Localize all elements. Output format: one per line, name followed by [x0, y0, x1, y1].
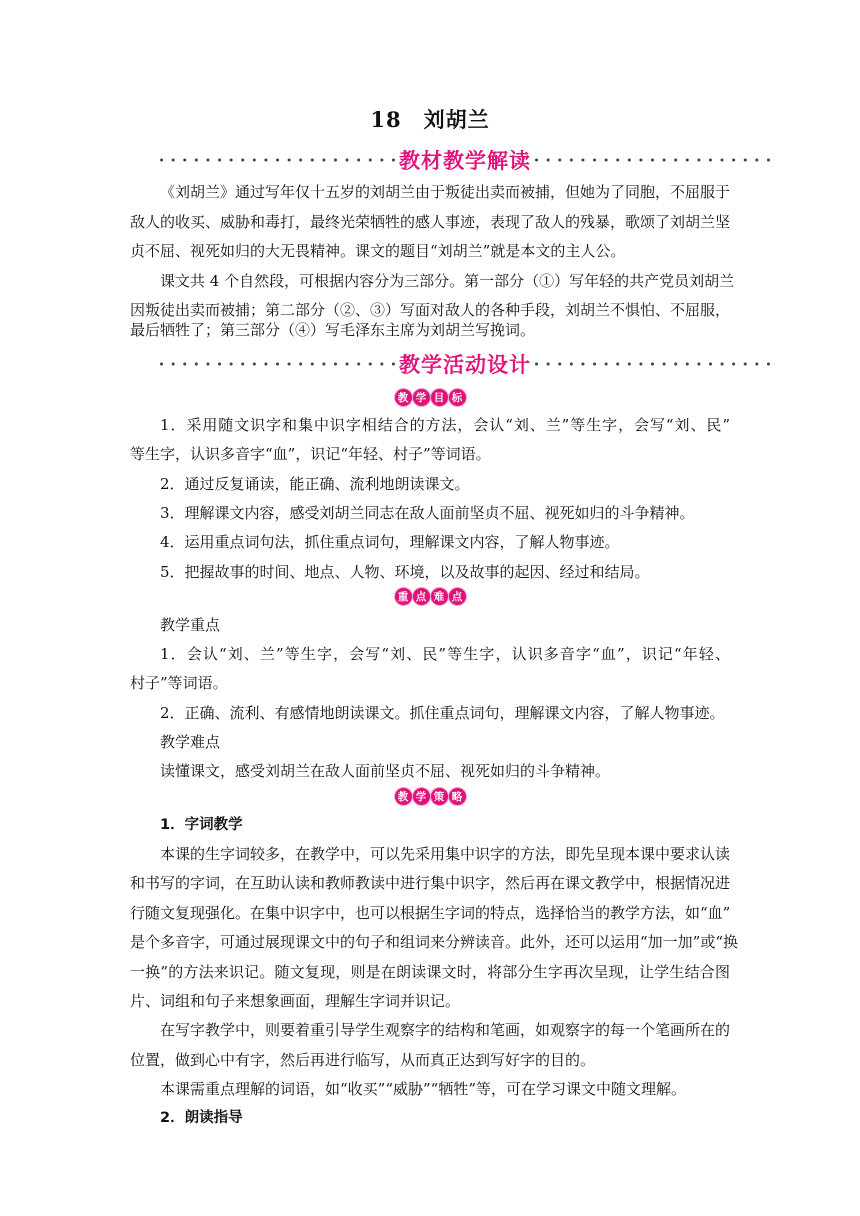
key-line: 2．正确、流利、有感情地朗读课文。抓住重点词句，理解课文内容，了解人物事迹。	[160, 704, 725, 722]
key-line: 读懂课文，感受刘胡兰在敌人面前坚贞不屈、视死如归的斗争精神。	[160, 762, 611, 780]
goal-line: 4．运用重点词句法，抓住重点词句，理解课文内容，了解人物事迹。	[160, 533, 620, 551]
lesson-number: 18	[370, 107, 402, 132]
lesson-title	[0, 104, 860, 134]
badge-char: 教	[395, 389, 412, 406]
strategy-line: 是个多音字，可通过展现课文中的句子和组词来分辨读音。此外，还可以运用“加一加”或“换	[130, 933, 739, 951]
paragraph-line: 最后牺牲了；第三部分（④）写毛泽东主席为刘胡兰写挽词。	[130, 321, 536, 339]
goal-line: 2．通过反复诵读，能正确、流利地朗读课文。	[160, 475, 470, 493]
goal-line: 等生字，认识多音字“血”，识记“年轻、村子”等词语。	[130, 445, 491, 463]
paragraph-line: 课文共 4 个自然段，可根据内容分为三部分。第一部分（①）写年轻的共产党员刘胡兰	[160, 272, 735, 290]
subheading: 教学重点	[160, 616, 221, 634]
badge-char: 略	[449, 788, 466, 805]
paragraph-line: 贞不屈、视死如归的大无畏精神。课文的题目“刘胡兰”就是本文的主人公。	[130, 242, 626, 260]
badge-teaching-strategy	[0, 788, 860, 805]
paragraph-line: 《刘胡兰》通过写年仅十五岁的刘胡兰由于叛徒出卖而被捕，但她为了同胞，不屈服于	[160, 183, 731, 201]
strategy-heading: 2．朗读指导	[160, 1110, 243, 1126]
badge-key-points	[0, 588, 860, 605]
badge-char: 标	[449, 389, 466, 406]
strategy-line: 本课的生字词较多，在教学中，可以先采用集中识字的方法，即先呈现本课中要求认读	[160, 845, 731, 863]
dotted-rule	[535, 158, 770, 162]
section-title: 教学活动设计	[399, 353, 531, 377]
strategy-line: 一换”的方法来识记。随文复现，则是在朗读课文时，将部分生字再次呈现，让学生结合图	[130, 963, 730, 981]
strategy-line: 在写字教学中，则要着重引导学生观察字的结构和笔画，如观察字的每一个笔画所在的	[160, 1021, 731, 1039]
badge-char: 目	[431, 389, 448, 406]
dotted-rule	[160, 158, 395, 162]
strategy-line: 本课需重点理解的词语，如“收买”“威胁”“牺牲”等，可在学习课文中随文理解。	[160, 1080, 687, 1098]
badge-char: 策	[431, 788, 448, 805]
goal-line: 5．把握故事的时间、地点、人物、环境，以及故事的起因、经过和结局。	[160, 563, 650, 581]
badge-char: 点	[413, 588, 430, 605]
paragraph-line: 敌人的收买、威胁和毒打，最终光荣牺牲的感人事迹，表现了敌人的残暴，歌颂了刘胡兰坚	[130, 213, 731, 231]
strategy-line: 和书写的字词，在互助认读和教师教读中进行集中识字，然后再在课文教学中，根据情况进	[130, 874, 731, 892]
badge-char: 点	[449, 588, 466, 605]
subheading: 教学难点	[160, 733, 221, 751]
badge-teaching-goals	[0, 389, 860, 406]
strategy-line: 位置，做到心中有字，然后再进行临写，从而真正达到写好字的目的。	[130, 1051, 596, 1069]
goal-line: 1．采用随文识字和集中识字相结合的方法，会认“刘、兰”等生字，会写“刘、民”	[160, 416, 730, 434]
badge-char: 重	[395, 588, 412, 605]
badge-char: 学	[413, 788, 430, 805]
key-line: 村子”等词语。	[130, 674, 228, 692]
section-banner-reading	[160, 145, 770, 175]
section-banner-design	[160, 349, 770, 379]
paragraph-line: 因叛徒出卖而被捕；第二部分（②、③）写面对敌人的各种手段，刘胡兰不惧怕、不屈服，	[130, 301, 731, 319]
badge-char: 学	[413, 389, 430, 406]
strategy-line: 片、词组和句子来想象画面，理解生字词并识记。	[130, 992, 461, 1010]
goal-line: 3．理解课文内容，感受刘胡兰同志在敌人面前坚贞不屈、视死如归的斗争精神。	[160, 504, 695, 522]
strategy-line: 行随文复现强化。在集中识字中，也可以根据生字词的特点，选择恰当的教学方法，如“血”	[130, 904, 731, 922]
strategy-heading: 1．字词教学	[160, 817, 243, 833]
badge-char: 教	[395, 788, 412, 805]
section-title: 教材教学解读	[399, 149, 531, 173]
badge-char: 难	[431, 588, 448, 605]
key-line: 1．会认“刘、兰”等生字，会写“刘、民”等生字，认识多音字“血”，识记“年轻、	[160, 645, 730, 663]
lesson-name: 刘胡兰	[423, 107, 490, 132]
dotted-rule	[160, 362, 395, 366]
dotted-rule	[535, 362, 770, 366]
